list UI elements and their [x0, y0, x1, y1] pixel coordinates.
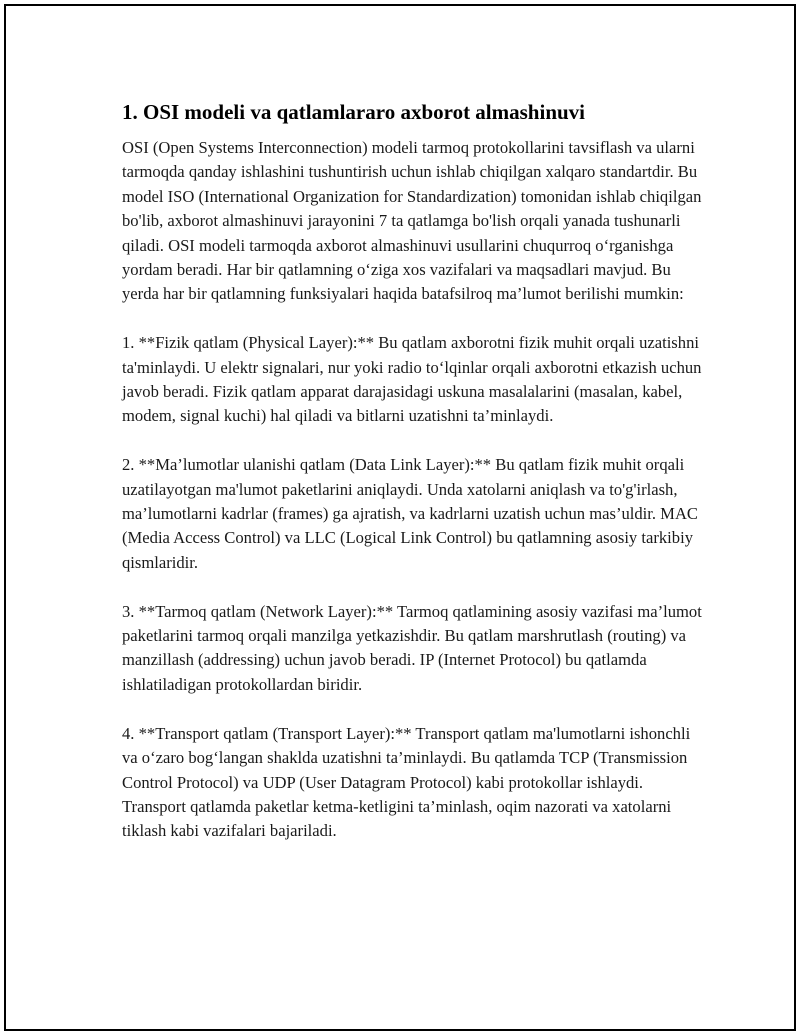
document-body: [122, 98, 702, 868]
page-frame: [4, 4, 796, 1031]
section-title: 1. OSI modeli va qatlamlararo axborot almashinuvi: [122, 100, 586, 124]
data-link-layer-paragraph: 2. **Ma’lumotlar ulanishi qatlam (Data Link Layer):** Bu qatlam fizik muhit orqali uzatilayotgan ma'lumot paketlarini aniqlaydi. Unda xatolarni aniqlash va to'g'irlash, ma’lumotlarni kadrlar (frames) ga ajratish, va kadrlarni uzatish uchun mas’uldir. MAC (Media Access Control) va LLC (Logical Link Control) bu qatlamning asosiy tarkibiy qismlaridir.: [122, 455, 698, 572]
intro-paragraph: OSI (Open Systems Interconnection) modeli tarmoq protokollarini tavsiflash va ularni tarmoqda qanday ishlashini tushuntirish uchun ishlab chiqilgan xalqaro standartdir. Bu model ISO (International Organization for Standardization) tomonidan ishlab chiqilgan bo'lib, axborot almashinuvi jarayonini 7 ta qatlamga bo'lish orqali yanada tushunarli qiladi. OSI modeli tarmoqda axborot almashinuvi usullarini chuqurroq o‘rganishga yordam beradi. Har bir qatlamning o‘ziga xos vazifalari va maqsadlari mavjud. Bu yerda har bir qatlamning funksiyalari haqida batafsilroq ma’lumot berilishi mumkin:: [122, 138, 702, 304]
transport-layer-paragraph: 4. **Transport qatlam (Transport Layer):** Transport qatlam ma'lumotlarni ishonchli va o‘zaro bog‘langan shaklda uzatishni ta’minlaydi. Bu qatlamda TCP (Transmission Control Protocol) va UDP (User Datagram Protocol) kabi protokollar ishlaydi. Transport qatlamda paketlar ketma-ketligini ta’minlash, oqim nazorati va xatolarni tiklash kabi vazifalari bajariladi.: [122, 723, 691, 841]
physical-layer-paragraph: 1. **Fizik qatlam (Physical Layer):** Bu qatlam axborotni fizik muhit orqali uzatishni ta'minlaydi. U elektr signalari, nur yoki radio to‘lqinlar orqali axborotni etkazish uchun javob beradi. Fizik qatlam apparat darajasidagi uskuna masalalarini (masalan, kabel, modem, signal kuchi) hal qiladi va bitlarni uzatishni ta’minlaydi.: [122, 333, 702, 426]
network-layer-paragraph: 3. **Tarmoq qatlam (Network Layer):** Tarmoq qatlamining asosiy vazifasi ma’lumot paketlarini tarmoq orqali manzilga yetkazishdir. Bu qatlam marshrutlash (routing) va manzillash (addressing) uchun javob beradi. IP (Internet Protocol) bu qatlamda ishlatiladigan protokollardan biridir.: [122, 601, 702, 694]
